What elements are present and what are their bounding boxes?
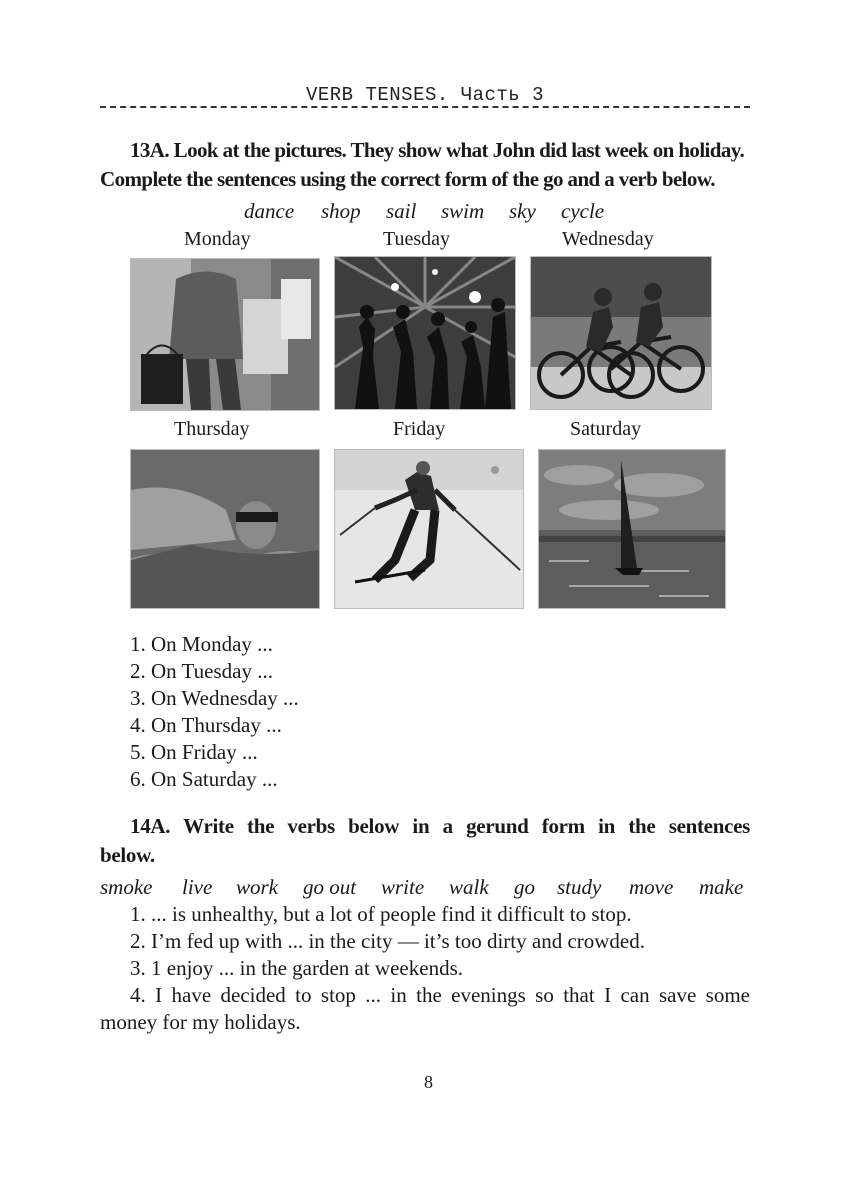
day-label-monday: Monday — [184, 228, 251, 250]
word: sail — [386, 199, 417, 223]
word: go — [514, 875, 535, 899]
photo-cycling — [530, 256, 712, 410]
day-label-friday: Friday — [393, 418, 446, 440]
word: work — [236, 875, 278, 899]
ex13-sentence: 3. On Wednesday ... — [130, 686, 299, 710]
day-label-wednesday: Wednesday — [562, 228, 654, 250]
ex14-instruction-line2: below. — [100, 843, 155, 867]
word: study — [557, 875, 602, 899]
ex14-label: 14A. — [130, 814, 171, 838]
word: move — [629, 875, 674, 899]
ex14-instruction — [100, 812, 750, 870]
photo-shopping — [130, 258, 320, 411]
photo-dancing — [334, 256, 516, 410]
ex14-sentence-continuation: money for my holidays. — [100, 1010, 301, 1034]
word: cycle — [561, 199, 605, 223]
word: make — [699, 875, 744, 899]
photo-skiing — [334, 449, 524, 609]
day-label-saturday: Saturday — [570, 418, 642, 440]
ex13-sentence: 1. On Monday ... — [130, 632, 273, 656]
word: sky — [509, 199, 536, 223]
word: smoke — [100, 875, 153, 899]
page-number: 8 — [424, 1072, 433, 1092]
ex13-instruction-line2: Complete the sentences using the correct form of the go and a verb below. — [100, 167, 715, 191]
word: dance — [244, 199, 295, 223]
ex14-sentence: 1. ... is unhealthy, but a lot of people find it difficult to stop. — [130, 902, 632, 926]
ex13-sentence: 4. On Thursday ... — [130, 713, 282, 737]
word: swim — [441, 199, 485, 223]
ex13-sentence: 5. On Friday ... — [130, 740, 258, 764]
word: shop — [321, 199, 361, 223]
word: live — [182, 875, 213, 899]
word: walk — [449, 875, 489, 899]
ex14-sentence: 3. 1 enjoy ... in the garden at weekends. — [130, 956, 463, 980]
ex13-label: 13A. — [130, 138, 170, 162]
photo-swimming — [130, 449, 320, 609]
header-divider — [100, 106, 750, 108]
ex13-instruction — [100, 136, 750, 194]
ex14-instruction-line1: Write the verbs below in a gerund form in the sentences — [183, 814, 750, 838]
ex14-sentence: 2. I’m fed up with ... in the city — it’s too dirty and crowded. — [130, 929, 645, 953]
word: write — [381, 875, 425, 899]
ex13-instruction-line1: Look at the pictures. They show what John did last week on holiday. — [173, 138, 745, 162]
ex13-sentence: 6. On Saturday ... — [130, 767, 278, 791]
running-header: VERB TENSES. Часть 3 — [305, 84, 545, 106]
photo-sailing — [538, 449, 726, 609]
ex13-sentence: 2. On Tuesday ... — [130, 659, 273, 683]
day-label-tuesday: Tuesday — [383, 228, 451, 250]
ex14-sentence: 4. I have decided to stop ... in the evenings so that I can save some — [130, 983, 750, 1007]
day-label-thursday: Thursday — [174, 418, 250, 440]
word: go out — [303, 875, 357, 899]
